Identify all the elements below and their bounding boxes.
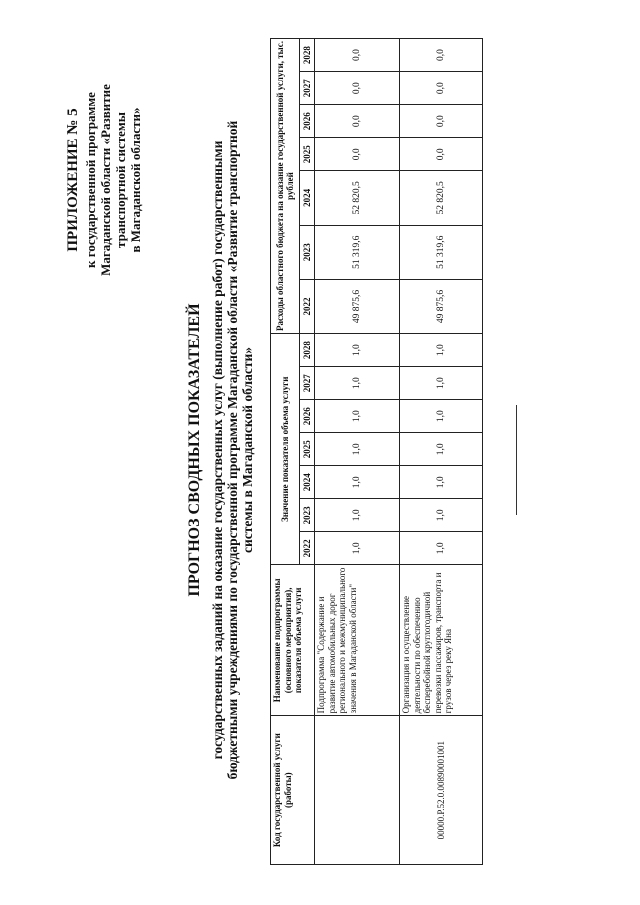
document-subtitle-line: государственных заданий на оказание государственных услуг (выполнение работ) государственными [210,140,225,760]
header-year: 2024 [300,466,315,499]
budget-cell: 49 875,6 [400,279,483,333]
budget-cell: 51 319,6 [315,225,400,279]
header-year: 2028 [300,334,315,367]
divider-line [516,405,517,515]
document-title: ПРОГНОЗ СВОДНЫХ ПОКАЗАТЕЛЕЙ [186,303,203,597]
budget-cell: 0,0 [400,138,483,171]
document-subtitle-line: бюджетными учреждениями по государственной программе Магаданской области «Развитие транспортной [225,120,240,780]
header-year: 2026 [300,400,315,433]
appendix-line: в Магаданской области» [128,107,143,253]
table-row [400,39,483,865]
volume-cell: 1,0 [400,532,483,565]
header-name: Наименование подпрограммы (основного мероприятия), показателя объема услуги [271,565,315,716]
title-block [186,45,255,855]
indicators-table [270,38,483,865]
volume-cell: 1,0 [315,466,400,499]
budget-cell: 51 319,6 [400,225,483,279]
appendix-block [66,55,143,305]
row-code: 00000.Р.52.0.00890001001 [400,716,483,865]
header-year: 2027 [300,367,315,400]
volume-cell: 1,0 [400,367,483,400]
table-row [315,39,400,865]
header-year: 2023 [300,499,315,532]
volume-cell: 1,0 [400,334,483,367]
budget-cell: 0,0 [400,72,483,105]
row-name: Организация и осуществление деятельности по обеспечению бесперебойной круглогодичной перевозки пассажиров, транспорта и грузов через реку Яна [400,565,483,716]
budget-cell: 52 820,5 [315,171,400,225]
header-year: 2025 [300,138,315,171]
budget-cell: 0,0 [315,138,400,171]
volume-cell: 1,0 [315,499,400,532]
header-year: 2026 [300,105,315,138]
volume-cell: 1,0 [400,433,483,466]
volume-cell: 1,0 [400,400,483,433]
appendix-line: транспортной системы [113,112,128,248]
header-code: Код государственной услуги (работы) [271,716,315,865]
volume-cell: 1,0 [315,532,400,565]
volume-cell: 1,0 [315,367,400,400]
header-year: 2024 [300,171,315,225]
row-name: Подпрограмма "Содержание и развитие автомобильных дорог регионального и межмуниципального значения в Магаданской области" [315,565,400,716]
volume-cell: 1,0 [400,499,483,532]
budget-cell: 52 820,5 [400,171,483,225]
budget-cell: 0,0 [315,39,400,72]
header-year: 2028 [300,39,315,72]
header-volume-group: Значение показателя объема услуги [271,334,300,565]
volume-cell: 1,0 [400,466,483,499]
budget-cell: 0,0 [315,105,400,138]
document-subtitle-line: системы в Магаданской области» [240,346,255,554]
appendix-title: ПРИЛОЖЕНИЕ № 5 [65,108,81,252]
budget-cell: 0,0 [400,39,483,72]
budget-cell: 49 875,6 [315,279,400,333]
volume-cell: 1,0 [315,334,400,367]
volume-cell: 1,0 [315,433,400,466]
header-year: 2023 [300,225,315,279]
budget-cell: 0,0 [315,72,400,105]
header-year: 2025 [300,433,315,466]
header-year: 2022 [300,279,315,333]
budget-cell: 0,0 [400,105,483,138]
volume-cell: 1,0 [315,400,400,433]
header-budget-group: Расходы областного бюджета на оказание государственной услуги, тыс. рублей [271,39,300,334]
header-year: 2022 [300,532,315,565]
header-year: 2027 [300,72,315,105]
row-code [315,716,400,865]
appendix-line: к государственной программе [83,92,98,268]
appendix-line: Магаданской области «Развитие [98,84,113,276]
